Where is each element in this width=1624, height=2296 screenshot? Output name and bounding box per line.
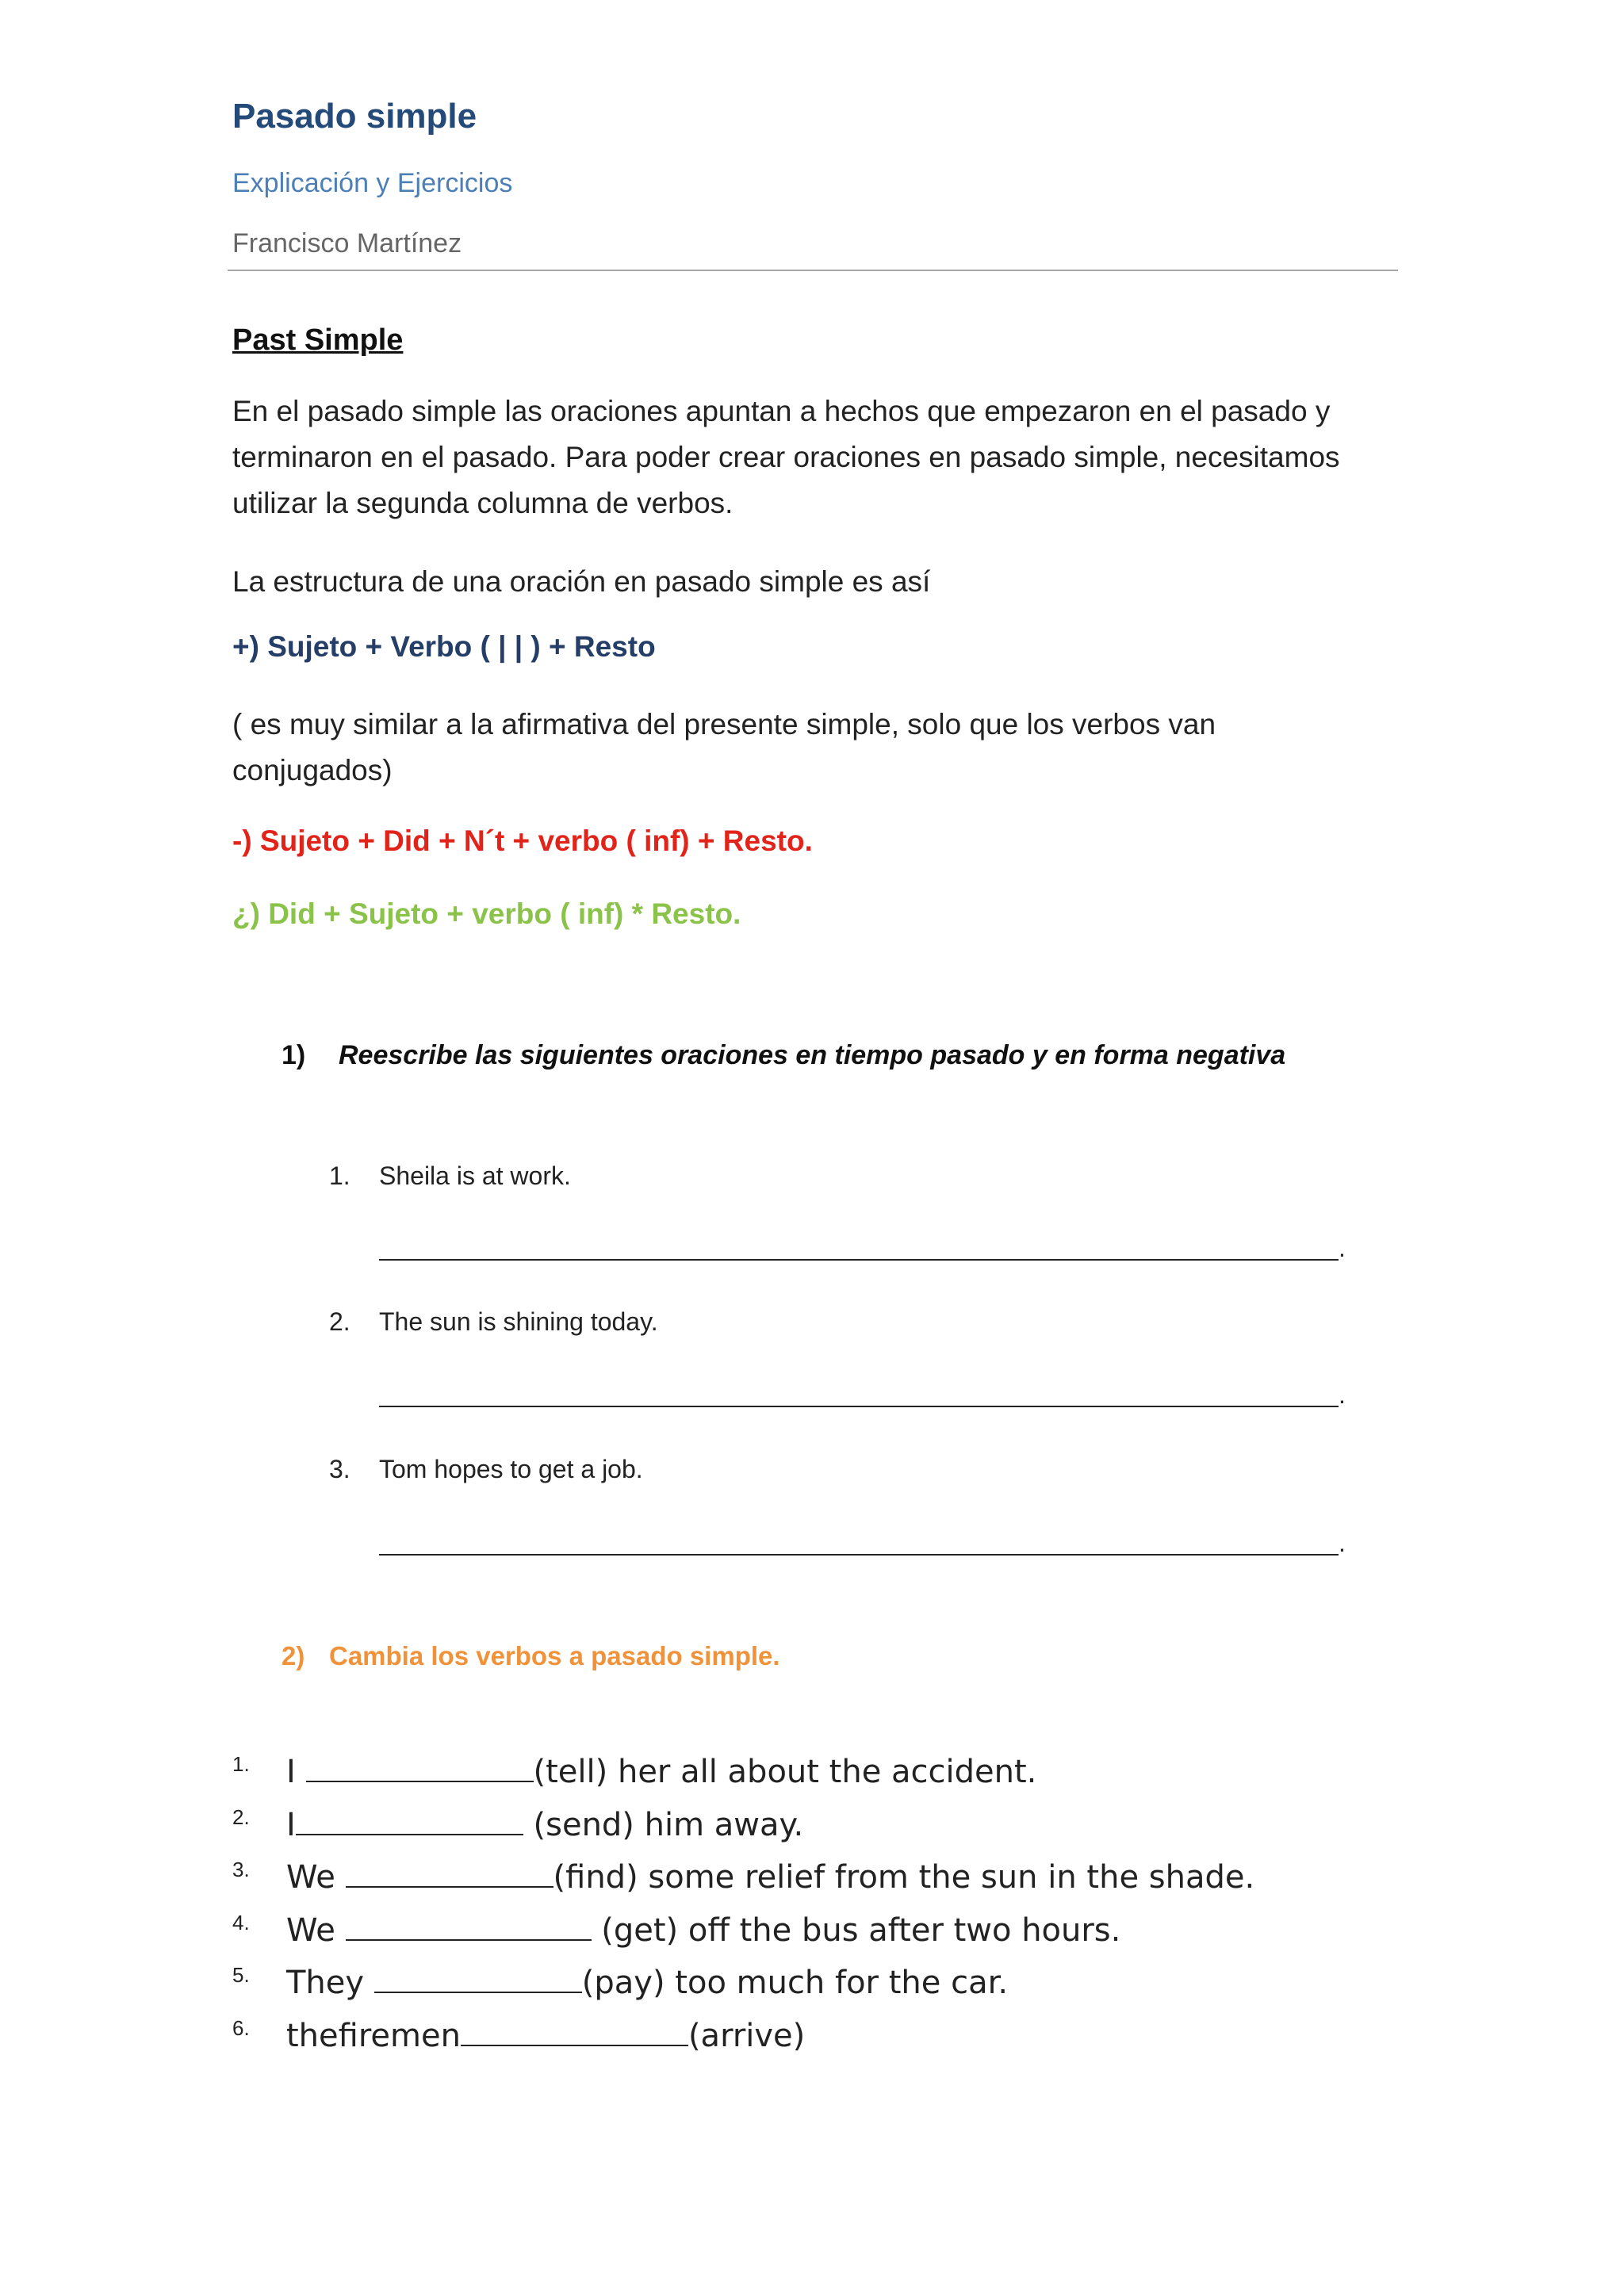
exercise2-item-after: (find) some relief from the sun in the shade. — [553, 1859, 1255, 1896]
exercise2-item-before: thefiremen — [286, 2018, 461, 2054]
exercise2-item — [286, 1805, 803, 1843]
document-author: Francisco Martínez — [232, 228, 462, 258]
explanation-paragraph: En el pasado simple las oraciones apuntan a hechos que empezaron en el pasado y terminaron en el pasado. Para poder crear oraciones en pasado simple, necesitamos utilizar la segunda columna de verbos. — [232, 395, 1340, 519]
exercise1-item-text: The sun is shining today. — [379, 1307, 658, 1336]
exercise2-item-number: 5. — [232, 1963, 250, 1987]
exercise2-item-number: 3. — [232, 1858, 250, 1881]
exercise2-blank[interactable] — [306, 1752, 534, 1782]
affirmative-formula: +) Sujeto + Verbo ( | | ) + Resto — [232, 630, 656, 663]
exercise2-number: 2) — [282, 1641, 305, 1670]
exercise2-item-number: 4. — [232, 1911, 250, 1934]
exercise2-item-number: 1. — [232, 1752, 250, 1776]
exercise2-instruction: Cambia los verbos a pasado simple. — [329, 1641, 780, 1670]
exercise1-number: 1) — [282, 1040, 306, 1070]
exercise1-answer-period: . — [1339, 1234, 1346, 1262]
exercise1-item-number: 2. — [329, 1307, 350, 1336]
exercise2-item-before: I — [286, 1807, 296, 1843]
exercise1-answer-line[interactable] — [379, 1554, 1339, 1556]
exercise1-answer-line[interactable] — [379, 1406, 1339, 1407]
exercise2-item — [286, 2016, 805, 2054]
exercise2-item-after: (send) him away. — [523, 1807, 804, 1843]
exercise1-answer-line[interactable] — [379, 1259, 1339, 1261]
exercise2-item — [286, 1752, 1036, 1790]
exercise1-item-number: 1. — [329, 1161, 350, 1190]
exercise2-item-number: 6. — [232, 2016, 250, 2040]
exercise1-item-text: Sheila is at work. — [379, 1161, 571, 1190]
exercise2-item-number: 2. — [232, 1805, 250, 1829]
exercise1-answer-period: . — [1339, 1380, 1346, 1409]
exercise2-blank[interactable] — [461, 2016, 688, 2046]
exercise1-item-text: Tom hopes to get a job. — [379, 1455, 643, 1483]
exercise2-blank[interactable] — [346, 1911, 592, 1941]
exercise2-blank[interactable] — [374, 1963, 582, 1993]
exercise2-item — [286, 1911, 1120, 1949]
exercise2-blank[interactable] — [296, 1805, 523, 1835]
exercise1-instruction: Reescribe las siguientes oraciones en tiempo pasado y en forma negativa — [339, 1040, 1286, 1070]
affirmative-note: ( es muy similar a la afirmativa del presente simple, solo que los verbos van conjugados) — [232, 708, 1216, 786]
exercise2-blank[interactable] — [346, 1858, 553, 1888]
document-subtitle: Explicación y Ejercicios — [232, 168, 513, 198]
structure-intro: La estructura de una oración en pasado simple es así — [232, 565, 931, 598]
exercise2-item-after: (pay) too much for the car. — [581, 1965, 1009, 2001]
exercise2-item-after: (arrive) — [688, 2018, 806, 2054]
exercise2-item-before: We — [286, 1859, 346, 1896]
exercise2-item-before: We — [286, 1912, 346, 1949]
exercise2-item — [286, 1963, 1008, 2001]
exercise1-item-number: 3. — [329, 1455, 350, 1483]
exercise2-item-before: They — [286, 1965, 374, 2001]
exercise2-item-after: (get) off the bus after two hours. — [591, 1912, 1121, 1949]
exercise1-answer-period: . — [1339, 1529, 1346, 1557]
exercise2-item — [286, 1858, 1254, 1896]
header-divider — [228, 270, 1398, 271]
question-formula: ¿) Did + Sujeto + verbo ( inf) * Resto. — [232, 897, 741, 930]
exercise2-item-after: (tell) her all about the accident. — [533, 1754, 1037, 1790]
exercise2-item-before: I — [286, 1754, 306, 1790]
negative-formula: -) Sujeto + Did + N´t + verbo ( inf) + Resto. — [232, 825, 813, 857]
document-title: Pasado simple — [232, 97, 477, 136]
section-heading: Past Simple — [232, 323, 404, 357]
